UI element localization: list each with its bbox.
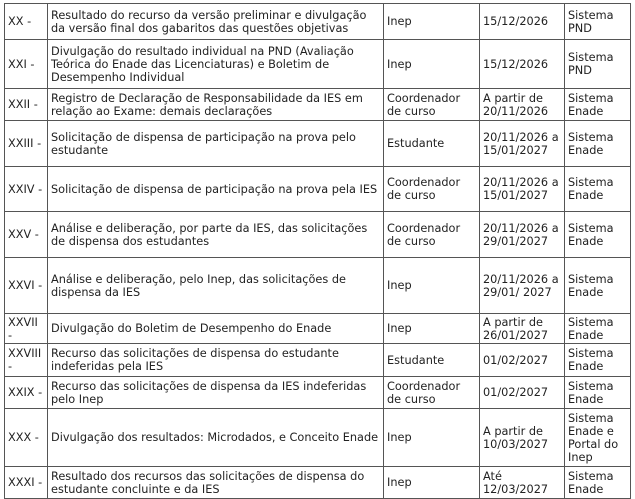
date-cell: 20/11/2026 a 15/01/2027 (480, 121, 565, 167)
date-cell: A partir de 20/11/2026 (480, 89, 565, 121)
system-cell: Sistema Enade (565, 167, 631, 212)
responsible-cell: Coordenador de curso (384, 212, 480, 258)
item-number-cell: XXXI - (5, 467, 48, 499)
item-number-cell: XXVII - (5, 314, 48, 344)
item-number-cell: XXIX - (5, 377, 48, 409)
table-row (5, 377, 631, 409)
date-cell: A partir de 10/03/2027 (480, 409, 565, 467)
schedule-table (4, 3, 631, 499)
description-cell: Análise e deliberação, pelo Inep, das solicitações de dispensa da IES (48, 258, 384, 314)
description-cell: Resultado do recurso da versão preliminar e divulgação da versão final dos gabaritos das questões objetivas (48, 4, 384, 40)
system-cell: Sistema Enade (565, 258, 631, 314)
responsible-cell: Coordenador de curso (384, 377, 480, 409)
responsible-cell: Inep (384, 4, 480, 40)
system-cell: Sistema Enade (565, 89, 631, 121)
description-cell: Análise e deliberação, por parte da IES, das solicitações de dispensa dos estudantes (48, 212, 384, 258)
system-cell: Sistema Enade (565, 314, 631, 344)
responsible-cell: Estudante (384, 344, 480, 377)
description-cell: Solicitação de dispensa de participação na prova pelo estudante (48, 121, 384, 167)
system-cell: Sistema Enade (565, 121, 631, 167)
item-number-cell: XXVIII - (5, 344, 48, 377)
system-cell: Sistema PND (565, 4, 631, 40)
system-cell: Sistema Enade e Portal do Inep (565, 409, 631, 467)
item-number-cell: XXX - (5, 409, 48, 467)
table-row (5, 121, 631, 167)
date-cell: 20/11/2026 a 15/01/2027 (480, 167, 565, 212)
responsible-cell: Coordenador de curso (384, 167, 480, 212)
table-row (5, 4, 631, 40)
table-row (5, 167, 631, 212)
table-row (5, 89, 631, 121)
description-cell: Solicitação de dispensa de participação na prova pela IES (48, 167, 384, 212)
date-cell: 15/12/2026 (480, 40, 565, 89)
item-number-cell: XX - (5, 4, 48, 40)
table-row (5, 467, 631, 499)
item-number-cell: XXI - (5, 40, 48, 89)
system-cell: Sistema Enade (565, 344, 631, 377)
system-cell: Sistema Enade (565, 377, 631, 409)
item-number-cell: XXIV - (5, 167, 48, 212)
date-cell: 20/11/2026 a 29/01/ 2027 (480, 258, 565, 314)
responsible-cell: Inep (384, 314, 480, 344)
description-cell: Recurso das solicitações de dispensa da IES indeferidas pelo Inep (48, 377, 384, 409)
table-row (5, 409, 631, 467)
table-row (5, 258, 631, 314)
item-number-cell: XXIII - (5, 121, 48, 167)
item-number-cell: XXVI - (5, 258, 48, 314)
system-cell: Sistema Enade (565, 212, 631, 258)
description-cell: Divulgação dos resultados: Microdados, e Conceito Enade (48, 409, 384, 467)
description-cell: Divulgação do resultado individual na PND (Avaliação Teórica do Enade das Licenciaturas) e Boletim de Desempenho Individual (48, 40, 384, 89)
date-cell: A partir de 26/01/2027 (480, 314, 565, 344)
description-cell: Registro de Declaração de Responsabilidade da IES em relação ao Exame: demais declarações (48, 89, 384, 121)
responsible-cell: Inep (384, 40, 480, 89)
table-row (5, 212, 631, 258)
date-cell: 20/11/2026 a 29/01/2027 (480, 212, 565, 258)
responsible-cell: Estudante (384, 121, 480, 167)
responsible-cell: Inep (384, 258, 480, 314)
date-cell: 01/02/2027 (480, 344, 565, 377)
responsible-cell: Inep (384, 409, 480, 467)
date-cell: Até 12/03/2027 (480, 467, 565, 499)
responsible-cell: Inep (384, 467, 480, 499)
date-cell: 15/12/2026 (480, 4, 565, 40)
table-row (5, 344, 631, 377)
description-cell: Resultado dos recursos das solicitações de dispensa do estudante concluinte e da IES (48, 467, 384, 499)
system-cell: Sistema Enade (565, 467, 631, 499)
item-number-cell: XXII - (5, 89, 48, 121)
table-row (5, 314, 631, 344)
date-cell: 01/02/2027 (480, 377, 565, 409)
item-number-cell: XXV - (5, 212, 48, 258)
system-cell: Sistema PND (565, 40, 631, 89)
table-row (5, 40, 631, 89)
description-cell: Recurso das solicitações de dispensa do estudante indeferidas pela IES (48, 344, 384, 377)
description-cell: Divulgação do Boletim de Desempenho do Enade (48, 314, 384, 344)
responsible-cell: Coordenador de curso (384, 89, 480, 121)
schedule-table-wrapper (4, 3, 631, 499)
